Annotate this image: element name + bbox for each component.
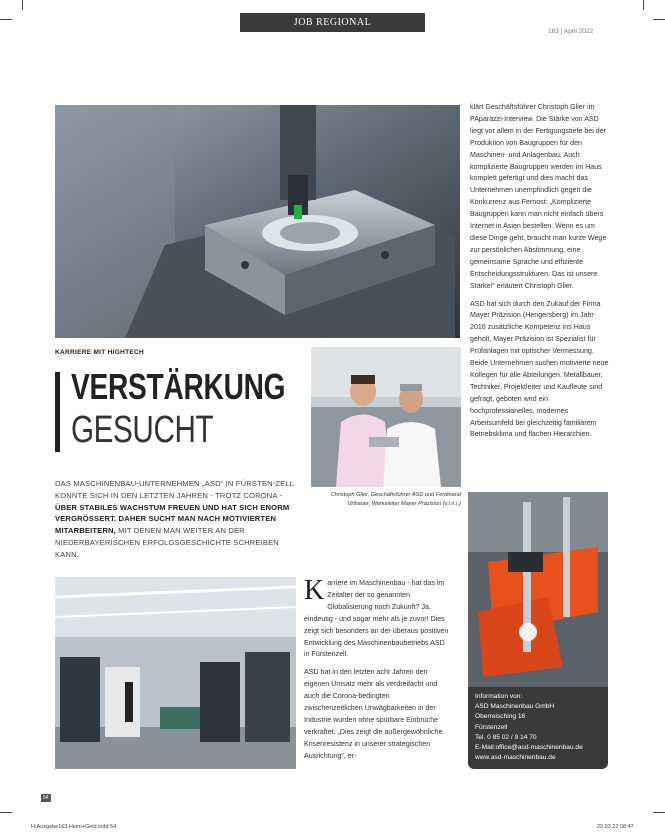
article-paragraph: ASD hat in den letzten acht Jahren den eigenen Umsatz mehr als verdreifacht und auch die Corona-bedingten zwischenzeitlichen Unwägbarkeiten in der Industrie wurden ohne spürbare Einbrüche verkraftet. „Dies zeigt die außergewöhnliche Krisenresistenz in unserer strategischen Ausrichtung“, er-: [304, 668, 443, 760]
drop-cap: K: [304, 575, 325, 606]
section-header: JOB REGIONAL: [240, 13, 425, 32]
info-line: Oberreisching 16: [475, 713, 526, 721]
page-title: VERSTÄRKUNG: [71, 366, 286, 407]
article-paragraph: ASD hat sich durch den Zukauf der Firma Mayer Präzision (Hengersberg) im Jahr 2016 zusätzliche Kompetenz ins Haus geholt, Mayer Präzision ist Spezialist für Prüfanlagen mit optischer Vermessung. Beide Unternehmen suchen motivierte neue Kollegen für alle Abteilungen. Metallbauer, Techniker, Projektleiter und Kaufleute sind gefragt, geboten wird ein hochprofessionelles, modernes Arbeitsumfeld bei gleichzeitig familiärem Betriebsklima und flachen Hierarchien.: [470, 299, 609, 439]
info-line: ASD Maschinenbau GmbH: [475, 703, 555, 711]
photo-caption: Christoph Glier, Geschäftsführer ASD und Ferdinand Uribauer, Werksleiter Mayer Präzision (v.l.n.r.): [330, 492, 461, 507]
crop-mark: [0, 19, 12, 20]
page-subtitle: GESUCHT: [71, 409, 214, 451]
info-line: Information von:: [475, 693, 523, 700]
crop-mark: [653, 19, 665, 20]
workshop-photo: [55, 577, 296, 769]
info-line: www.asd-maschinenbau.de: [475, 754, 556, 762]
print-slug-left: H.Ausgabe163.Heim+Geld.indd 54: [31, 824, 117, 830]
article-paragraph: Karriere im Maschinenbau - hat das im Zeitalter der so genannten Globalisierung noch Zukunft? Ja, eindeutig - und sogar mehr als je zuvor! Dies zeigt sich besonders an der überaus positiven Entwicklung des Maschinenbaubetriebs ASD in Fürstenzell.: [304, 575, 449, 659]
crop-mark: [643, 0, 644, 10]
lead-paragraph: DAS MASCHINENBAU-UNTERNEHMEN „ASD“ IN FÜRSTEN-ZELL KONNTE SICH IN DEN LETZTEN JAHREN - TROTZ CORONA - ÜBER STABILES WACHSTUM FREUEN UND HAT SICH ENORM VERGRÖSSERT. DAHER SUCHT MAN NACH MOTIVIERTEN MITARBEITERN, MIT DENEN MAN WEITER AN DER NIEDERBAYERISCHEN ERFOLGSGESCHICHTE SCHREIBEN KANN.: [55, 479, 294, 559]
automation-photo: [468, 492, 608, 687]
article-paragraph: klärt Geschäftsführer Christoph Glier im PAparazzi-Interview. Die Stärke von ASD liegt vor allem in der Fertigungstiefe bei der Produktion von Baugruppen für den Maschinen- und Anlagenbau. Auch komplizierte Baugruppen werden im Haus komplett gefertigt und dies macht das Unternehmen unempfindlich gegen die Konkurrenz aus Fernost: „Komplizierte Baugruppen kann man nicht einfach übers Internet in Asien bestellen. Wenn es um diese Dinge geht, braucht man kurze Wege zur persönlichen Abstimmung, eine gemeinsame Sprache und effiziente Entscheidungsstrukturen. Das ist unsere Stärke!“ erläutert Christoph Glier.: [470, 103, 607, 290]
kicker: KARRIERE MIT HIGHTECH: [55, 349, 144, 356]
info-line: Fürstenzell: [475, 723, 508, 731]
article-column-middle: [304, 575, 450, 769]
crop-mark: [22, 0, 23, 10]
portrait-photo: [311, 347, 461, 487]
contact-info-box: [468, 687, 608, 769]
page-number: 54: [43, 795, 49, 801]
issue-label: 163 | April 2022: [548, 28, 594, 35]
info-line: Tel. 0 85 02 / 9 14 70: [475, 733, 537, 741]
print-slug-right: 22.03.22 08:47: [597, 824, 634, 830]
info-line: E-Mail:office@asd-maschinenbau.de: [475, 744, 583, 752]
crop-mark: [0, 812, 12, 813]
crop-mark: [653, 812, 665, 813]
article-column-right: [470, 102, 610, 447]
cnc-machine-photo: [55, 105, 460, 338]
title-accent-bar: [55, 372, 60, 452]
